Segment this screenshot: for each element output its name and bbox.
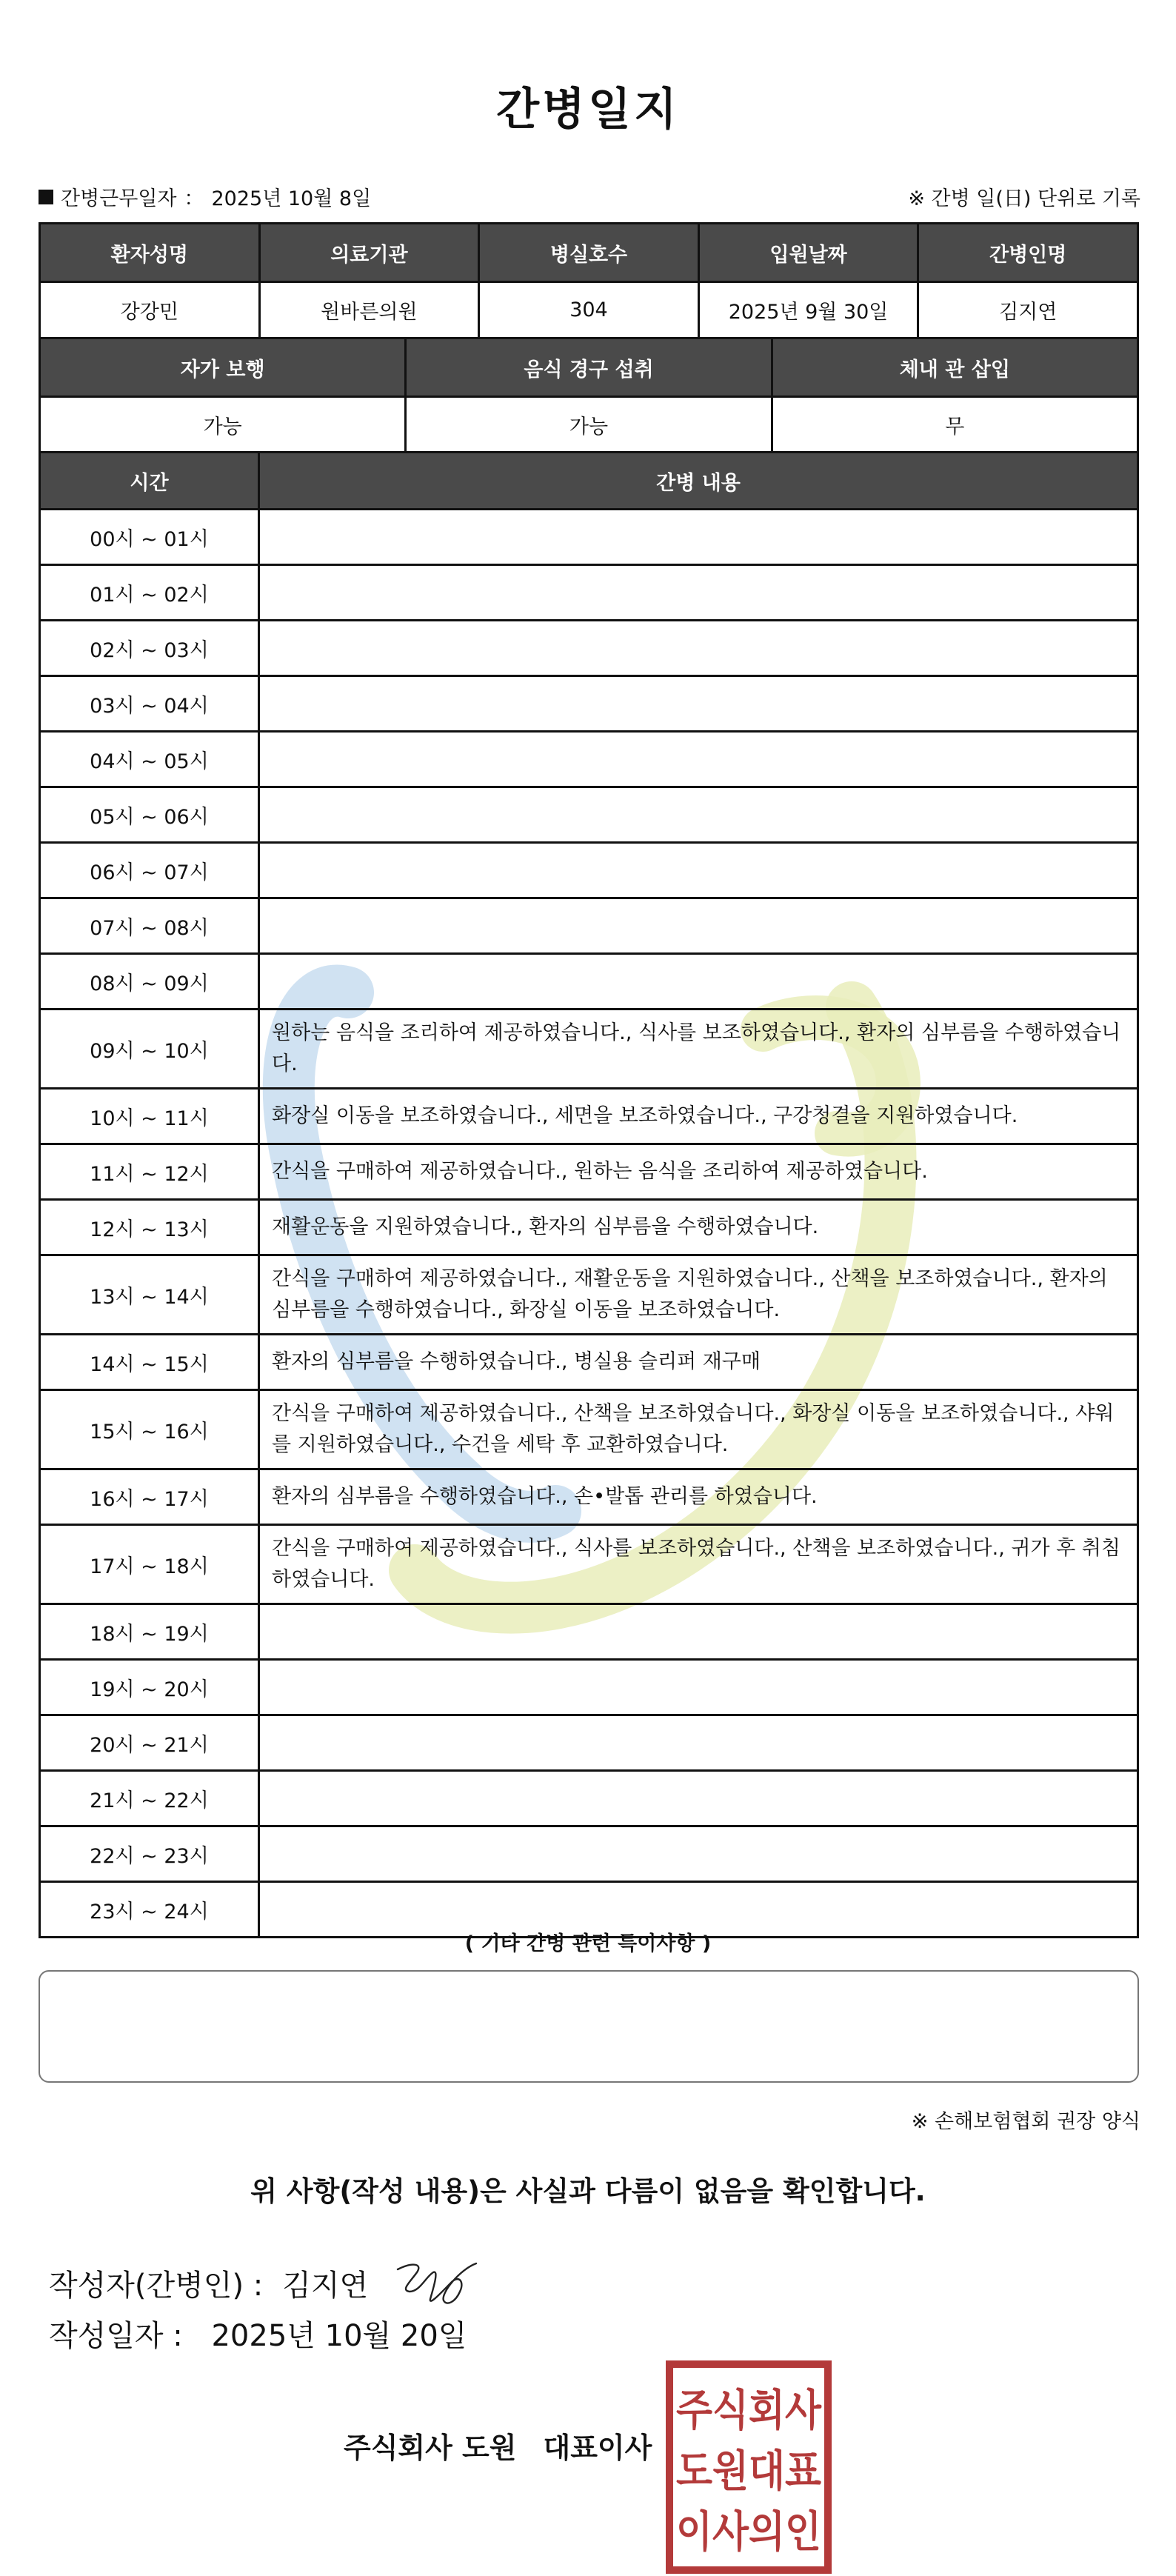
- care-log-time: 13시 ~ 14시: [40, 1255, 259, 1335]
- care-log-row: [40, 1715, 1138, 1771]
- care-log-content: 간식을 구매하여 제공하였습니다., 원하는 음식을 조리하여 제공하였습니다.: [259, 1144, 1138, 1200]
- work-date-value: 2025년 10월 8일: [211, 187, 372, 210]
- care-log-time: 10시 ~ 11시: [40, 1089, 259, 1144]
- company-seal-stamp: [665, 2360, 832, 2575]
- care-log-content: [259, 1715, 1138, 1771]
- square-bullet-icon: [39, 190, 53, 204]
- written-date-label: 작성일자 :: [49, 2319, 183, 2353]
- care-log-row: [40, 1144, 1138, 1200]
- care-log-time: 16시 ~ 17시: [40, 1469, 259, 1525]
- care-log-time: 14시 ~ 15시: [40, 1335, 259, 1390]
- unit-note: ※ 간병 일(日) 단위로 기록: [908, 187, 1140, 210]
- care-log-time: 07시 ~ 08시: [40, 898, 259, 954]
- care-log-header-row: [40, 453, 1138, 510]
- care-log-row: [40, 1525, 1138, 1604]
- document-title: 간병일지: [496, 84, 680, 136]
- care-log-body: [40, 510, 1138, 1938]
- care-log-row: [40, 1089, 1138, 1144]
- remarks-box: [39, 1970, 1139, 2083]
- care-log-row: [40, 676, 1138, 732]
- care-log-content: [259, 1771, 1138, 1826]
- care-log-row: [40, 787, 1138, 843]
- care-log-time: 20시 ~ 21시: [40, 1715, 259, 1771]
- work-date-label: 간병근무일자: [61, 187, 177, 210]
- header-hospital: 의료기관: [259, 224, 479, 282]
- source-note: ※ 손해보험협회 권장 양식: [911, 2110, 1140, 2133]
- care-log-row: [40, 843, 1138, 898]
- care-log-content: 재활운동을 지원하였습니다., 환자의 심부름을 수행하였습니다.: [259, 1200, 1138, 1255]
- care-log-time: 09시 ~ 10시: [40, 1010, 259, 1089]
- care-log-time: 03시 ~ 04시: [40, 676, 259, 732]
- care-log-content: [259, 954, 1138, 1010]
- care-log-content: [259, 1604, 1138, 1660]
- status-info-header-row: [40, 338, 1138, 397]
- care-log-time: 04시 ~ 05시: [40, 732, 259, 787]
- care-log-row: [40, 954, 1138, 1010]
- care-log-row: [40, 1390, 1138, 1469]
- care-log-content: 원하는 음식을 조리하여 제공하였습니다., 식사를 보조하였습니다., 환자의 심부름을 수행하였습니다.: [259, 1010, 1138, 1089]
- header-admission-date: 입원날짜: [698, 224, 918, 282]
- care-log-time: 06시 ~ 07시: [40, 843, 259, 898]
- signature-mark: [387, 2247, 484, 2318]
- company-title: 대표이사: [543, 2432, 652, 2464]
- status-info-value-row: [40, 397, 1138, 453]
- care-log-time: 23시 ~ 24시: [40, 1882, 259, 1938]
- care-log-time: 05시 ~ 06시: [40, 787, 259, 843]
- oral-intake: 가능: [406, 397, 772, 453]
- header-oral-intake: 음식 경구 섭취: [406, 338, 772, 397]
- header-patient-name: 환자성명: [40, 224, 260, 282]
- care-log-content: 환자의 심부름을 수행하였습니다., 손•발톱 관리를 하였습니다.: [259, 1469, 1138, 1525]
- care-log-time: 17시 ~ 18시: [40, 1525, 259, 1604]
- care-log-content: [259, 732, 1138, 787]
- care-log-row: [40, 565, 1138, 621]
- care-log-content: 환자의 심부름을 수행하였습니다., 병실용 슬리퍼 재구매: [259, 1335, 1138, 1390]
- written-date-value: 2025년 10월 20일: [211, 2319, 467, 2353]
- care-log-content: [259, 1660, 1138, 1715]
- care-log-time: 22시 ~ 23시: [40, 1826, 259, 1882]
- work-date-separator: ：: [184, 187, 204, 210]
- patient-name: 강강민: [40, 282, 260, 338]
- care-log-row: [40, 1604, 1138, 1660]
- header-care-content: 간병 내용: [259, 453, 1138, 510]
- care-log-content: [259, 898, 1138, 954]
- care-log-time: 21시 ~ 22시: [40, 1771, 259, 1826]
- care-log-time: 12시 ~ 13시: [40, 1200, 259, 1255]
- work-date: [39, 182, 371, 211]
- care-log-content: [259, 621, 1138, 676]
- header-self-walking: 자가 보행: [40, 338, 406, 397]
- care-log-row: [40, 732, 1138, 787]
- hospital: 원바른의원: [259, 282, 479, 338]
- patient-info-table: [39, 222, 1139, 339]
- patient-info-value-row: [40, 282, 1138, 338]
- caregiver-name: 김지연: [918, 282, 1138, 338]
- care-log-time: 02시 ~ 03시: [40, 621, 259, 676]
- care-log-row: [40, 1826, 1138, 1882]
- written-date-row: [49, 2312, 467, 2355]
- care-log-time: 00시 ~ 01시: [40, 510, 259, 565]
- confirmation-statement: 위 사항(작성 내용)은 사실과 다름이 없음을 확인합니다.: [250, 2175, 926, 2207]
- room-number: 304: [479, 282, 699, 338]
- care-log-row: [40, 1335, 1138, 1390]
- care-log-content: [259, 843, 1138, 898]
- header-caregiver-name: 간병인명: [918, 224, 1138, 282]
- header-tube-insertion: 체내 관 삽입: [772, 338, 1137, 397]
- care-log-content: [259, 676, 1138, 732]
- care-log-time: 18시 ~ 19시: [40, 1604, 259, 1660]
- care-log-row: [40, 510, 1138, 565]
- care-log-content: [259, 1826, 1138, 1882]
- care-log-time: 01시 ~ 02시: [40, 565, 259, 621]
- care-log-time: 19시 ~ 20시: [40, 1660, 259, 1715]
- care-log-row: [40, 1255, 1138, 1335]
- care-log-time: 11시 ~ 12시: [40, 1144, 259, 1200]
- care-log-content: 화장실 이동을 보조하였습니다., 세면을 보조하였습니다., 구강청결을 지원하였습니다.: [259, 1089, 1138, 1144]
- care-log-row: [40, 1200, 1138, 1255]
- svg-text:도원대표: 도원대표: [676, 2446, 821, 2496]
- patient-info-header-row: [40, 224, 1138, 282]
- company-name: 주식회사 도원: [344, 2432, 517, 2464]
- care-log-time: 15시 ~ 16시: [40, 1390, 259, 1469]
- header-room: 병실호수: [479, 224, 699, 282]
- remarks-title: ( 기타 간병 관련 특이사항 ): [464, 1932, 712, 1955]
- care-log-content: [259, 565, 1138, 621]
- care-log-table: [39, 451, 1139, 1938]
- writer-label: 작성자(간병인) :: [49, 2268, 264, 2303]
- care-log-row: [40, 1010, 1138, 1089]
- company-signoff: [344, 2425, 652, 2466]
- status-info-table: [39, 337, 1139, 454]
- care-log-content: 간식을 구매하여 제공하였습니다., 재활운동을 지원하였습니다., 산책을 보조하였습니다., 환자의 심부름을 수행하였습니다., 화장실 이동을 보조하였습니다.: [259, 1255, 1138, 1335]
- care-log-content: [259, 510, 1138, 565]
- writer-row: [49, 2247, 484, 2318]
- care-log-row: [40, 621, 1138, 676]
- care-log-time: 08시 ~ 09시: [40, 954, 259, 1010]
- header-time: 시간: [40, 453, 259, 510]
- care-log-row: [40, 1660, 1138, 1715]
- svg-text:이사의인: 이사의인: [676, 2506, 821, 2557]
- svg-text:주식회사: 주식회사: [676, 2385, 822, 2435]
- care-log-content: 간식을 구매하여 제공하였습니다., 산책을 보조하였습니다., 화장실 이동을 보조하였습니다., 샤워를 지원하였습니다., 수건을 세탁 후 교환하였습니다.: [259, 1390, 1138, 1469]
- care-log-content: [259, 787, 1138, 843]
- writer-name: 김지연: [282, 2268, 369, 2303]
- care-log-row: [40, 1469, 1138, 1525]
- tube-insertion: 무: [772, 397, 1137, 453]
- care-log-row: [40, 1771, 1138, 1826]
- care-log-content: 간식을 구매하여 제공하였습니다., 식사를 보조하였습니다., 산책을 보조하였습니다., 귀가 후 취침하였습니다.: [259, 1525, 1138, 1604]
- care-log-row: [40, 898, 1138, 954]
- self-walking: 가능: [40, 397, 406, 453]
- admission-date: 2025년 9월 30일: [698, 282, 918, 338]
